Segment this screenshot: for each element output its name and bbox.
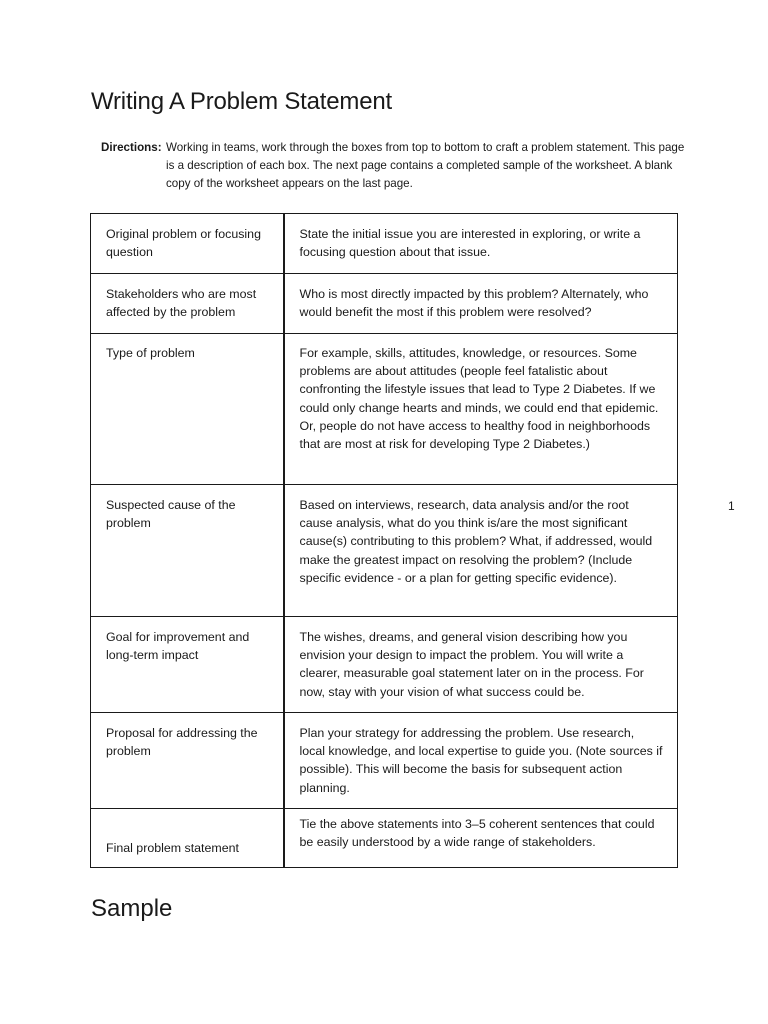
page-number: 1 bbox=[728, 499, 735, 513]
directions-label: Directions: bbox=[101, 141, 162, 154]
table-row bbox=[91, 485, 678, 617]
row-description: For example, skills, attitudes, knowledge, or resources. Some problems are about attitudes (people feel fatalistic about confronting the lifestyle issues that lead to Type 2 Diabetes. If we could only change hearts and minds, we could end that epidemic. Or, people do not have access to healthy food in neighborhoods that are most at risk for developing Type 2 Diabetes.) bbox=[284, 334, 678, 485]
row-description: The wishes, dreams, and general vision describing how you envision your design to impact the problem. You will write a clearer, measurable goal statement later on in the process. For now, stay with your vision of what success could be. bbox=[284, 617, 678, 713]
table-row bbox=[91, 214, 678, 274]
page-title: Writing A Problem Statement bbox=[91, 88, 392, 115]
row-description: Based on interviews, research, data analysis and/or the root cause analysis, what do you think is/are the most significant cause(s) contributing to this problem? What, if addressed, would make the greatest impact on resolving the problem? (Include specific evidence - or a plan for getting specific evidence). bbox=[284, 485, 678, 617]
table-row bbox=[91, 713, 678, 809]
row-label: Proposal for addressing the problem bbox=[91, 713, 284, 809]
row-description: Who is most directly impacted by this problem? Alternately, who would benefit the most if this problem were resolved? bbox=[284, 274, 678, 334]
row-label: Original problem or focusing question bbox=[91, 214, 284, 274]
row-label: Stakeholders who are most affected by the problem bbox=[91, 274, 284, 334]
directions-text: Working in teams, work through the boxes from top to bottom to craft a problem statement. This page is a description of each box. The next page contains a completed sample of the worksheet. A blank copy of the worksheet appears on the last page. bbox=[166, 141, 685, 190]
table-row bbox=[91, 334, 678, 485]
directions bbox=[101, 139, 691, 193]
row-description: Plan your strategy for addressing the problem. Use research, local knowledge, and local expertise to guide you. (Note sources if possible). This will become the basis for subsequent action planning. bbox=[284, 713, 678, 809]
row-description: Tie the above statements into 3–5 coherent sentences that could be easily understood by a wide range of stakeholders. bbox=[284, 809, 678, 868]
table-row bbox=[91, 274, 678, 334]
row-label: Suspected cause of the problem bbox=[91, 485, 284, 617]
row-label: Final problem statement bbox=[91, 809, 284, 868]
table-row bbox=[91, 809, 678, 868]
section-title-sample: Sample bbox=[91, 895, 173, 922]
table-row bbox=[91, 617, 678, 713]
worksheet-table bbox=[90, 213, 678, 868]
row-label: Type of problem bbox=[91, 334, 284, 485]
row-description: State the initial issue you are interested in exploring, or write a focusing question about that issue. bbox=[284, 214, 678, 274]
row-label: Goal for improvement and long-term impact bbox=[91, 617, 284, 713]
